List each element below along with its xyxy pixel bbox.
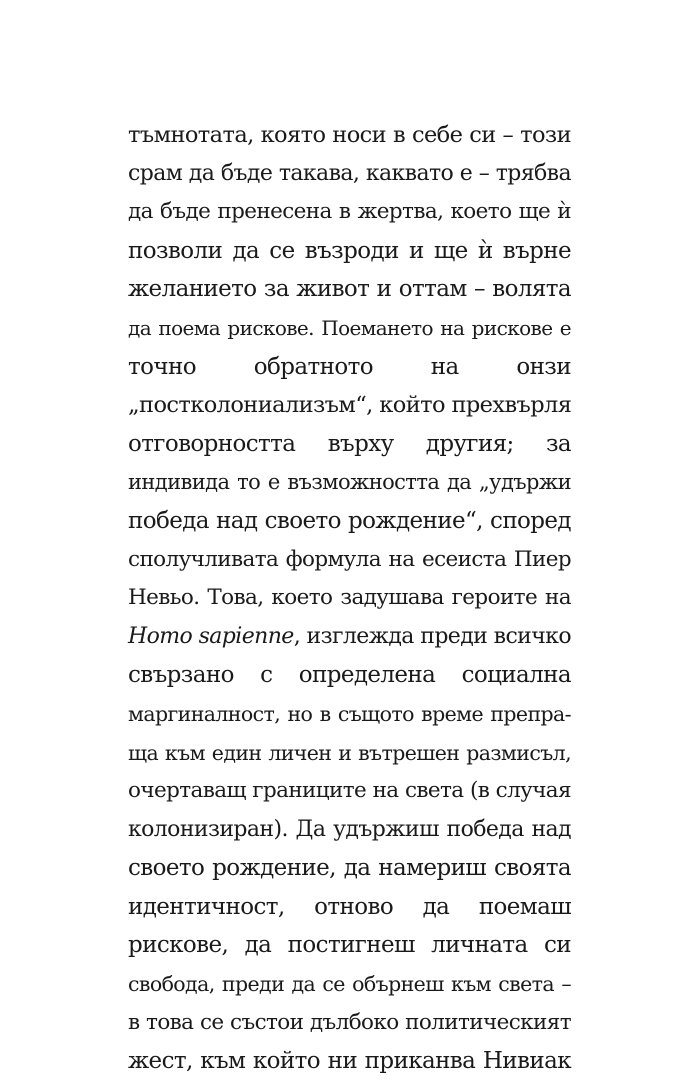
text-line: своето рождение, да намериш своята bbox=[128, 855, 571, 882]
text-line: индивида то е възможността да „удържи bbox=[128, 470, 571, 495]
text-line: рискове, да постигнеш личната си bbox=[128, 932, 571, 959]
text-line: отговорността върху другия; за bbox=[128, 430, 571, 457]
text-line: Невьо. Това, което задушава героите на bbox=[128, 585, 571, 611]
text-line: тъмнотата, която носи в себе си – този bbox=[128, 122, 571, 148]
text-line: „постколониализъм“, който прехвърля bbox=[128, 392, 572, 419]
text-line: колонизиран). Да удържиш победа над bbox=[128, 816, 571, 842]
text-line: свобода, преди да се обърнеш към света – bbox=[128, 972, 571, 997]
text-line: срам да бъде такава, каквато е – трябва bbox=[128, 160, 571, 186]
text-line: в това се състои дълбоко политическият bbox=[128, 1009, 571, 1035]
text-line: идентичност, отново да поемаш bbox=[128, 893, 571, 920]
text-line: точно обратното на онзи bbox=[128, 353, 571, 380]
text-line: очертаващ границите на света (в случая bbox=[128, 778, 571, 804]
text-line: позволи да се възроди и ще ѝ върне bbox=[128, 237, 571, 264]
text-line: маргиналност, но в същото време препра- bbox=[128, 701, 571, 726]
text-line: да поема рискове. Поемането на рискове е bbox=[128, 315, 571, 340]
text-line: да бъде пренесена в жертва, което ще ѝ bbox=[128, 199, 571, 225]
text-line: свързано с определена социална bbox=[128, 662, 571, 689]
book-title: Homo sapienne bbox=[128, 623, 294, 649]
text-line: победа над своето рождение“, според bbox=[128, 507, 571, 534]
text-line: жест, към който ни приканва Нивиак bbox=[128, 1048, 571, 1075]
text-line: сполучливата формула на есеиста Пиер bbox=[128, 546, 571, 572]
text-line-with-title bbox=[128, 618, 571, 657]
body-text bbox=[128, 116, 571, 1081]
text-fragment: , изглежда преди всичко bbox=[293, 623, 571, 649]
text-line: желанието за живот и оттам – волята bbox=[128, 276, 571, 303]
text-line: ща към един личен и вътрешен размисъл, bbox=[128, 740, 571, 765]
